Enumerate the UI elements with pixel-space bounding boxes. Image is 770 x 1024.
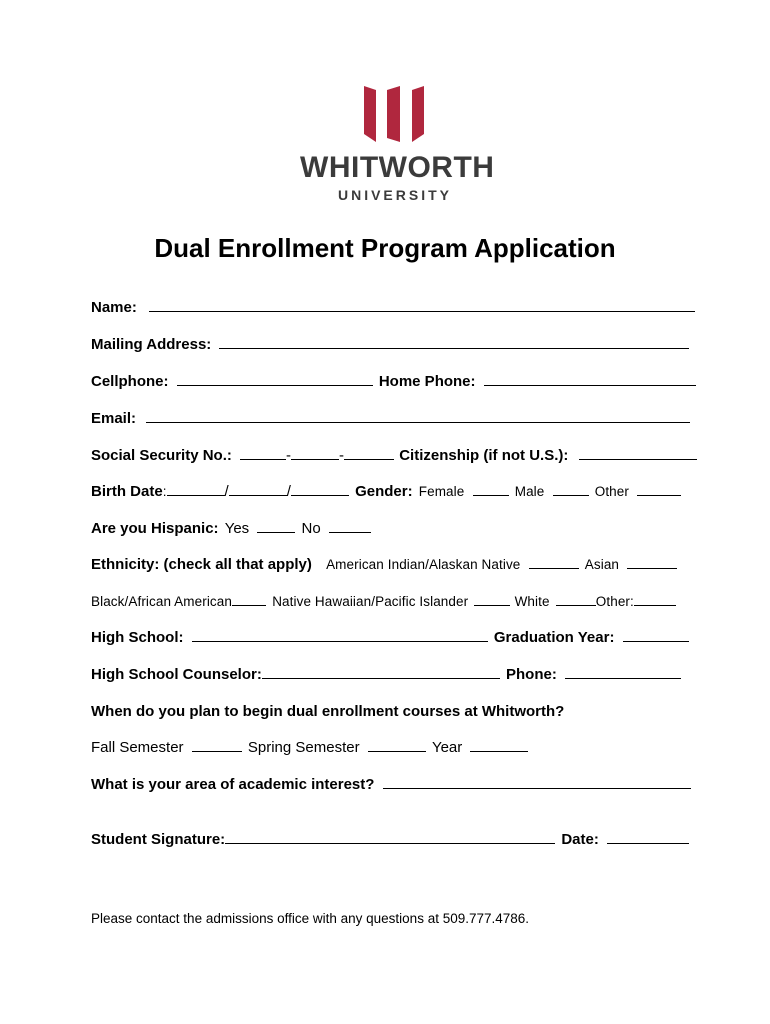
hispanic-yes-label: Yes: [224, 520, 250, 537]
cellphone-field[interactable]: [177, 371, 373, 386]
other-option-field[interactable]: [637, 481, 681, 496]
fall-semester-label: Fall Semester: [91, 739, 184, 756]
female-option-label: Female: [418, 484, 465, 499]
mailing-address-row: [91, 334, 689, 356]
birth-date-label: Birth Date: [91, 483, 163, 500]
home-phone-field[interactable]: [484, 371, 696, 386]
birth-year-field[interactable]: [291, 481, 349, 496]
when-begin-label: When do you plan to begin dual enrollment courses at Whitworth?: [91, 703, 565, 720]
logo-wordmark: WHITWORTH: [300, 151, 495, 184]
interest-label: What is your area of academic interest?: [91, 776, 375, 793]
ssn-part-1-field[interactable]: [240, 445, 286, 460]
ethnicity-row-2: [91, 591, 676, 613]
fall-semester-field[interactable]: [192, 737, 242, 752]
signature-field[interactable]: [225, 829, 555, 844]
other-option-label: Other: [594, 484, 629, 499]
ssn-dash: -: [286, 447, 292, 464]
male-option-label: Male: [514, 484, 545, 499]
other-ethnicity-field[interactable]: [634, 591, 676, 606]
asian-field[interactable]: [627, 554, 677, 569]
when-begin-row: [91, 701, 564, 723]
mailing-address-label: Mailing Address:: [91, 336, 212, 353]
whitworth-shield-icon: [362, 84, 428, 144]
high-school-field[interactable]: [192, 627, 488, 642]
phone-row: [91, 371, 696, 393]
ssn-dash: -: [339, 447, 345, 464]
hawaiian-field[interactable]: [474, 591, 510, 606]
date-label: Date:: [561, 831, 599, 848]
ssn-part-3-field[interactable]: [344, 445, 394, 460]
american-indian-field[interactable]: [529, 554, 579, 569]
page-title: Dual Enrollment Program Application: [154, 233, 616, 263]
ssn-part-2-field[interactable]: [291, 445, 339, 460]
whitworth-logo: [300, 84, 495, 204]
logo-subtitle: UNIVERSITY: [337, 187, 452, 203]
name-label: Name:: [91, 299, 137, 316]
year-label: Year: [431, 739, 463, 756]
interest-field[interactable]: [383, 774, 691, 789]
ethnicity-label: Ethnicity: (check all that apply): [91, 556, 312, 573]
interest-row: [91, 774, 691, 796]
semester-row: [91, 737, 528, 759]
email-label: Email:: [91, 410, 137, 427]
cellphone-label: Cellphone:: [91, 373, 169, 390]
black-label: Black/African American: [91, 594, 233, 609]
footer-contact-note: Please contact the admissions office with any questions at 509.777.4786.: [91, 911, 530, 926]
birth-month-field[interactable]: [167, 481, 225, 496]
counselor-phone-label: Phone:: [506, 666, 557, 683]
date-separator: /: [286, 483, 291, 500]
counselor-field[interactable]: [262, 664, 500, 679]
hispanic-label: Are you Hispanic:: [91, 520, 219, 537]
gender-label: Gender:: [355, 483, 413, 500]
ssn-row: [91, 445, 697, 467]
white-field[interactable]: [556, 591, 596, 606]
date-separator: /: [224, 483, 229, 500]
hispanic-no-field[interactable]: [329, 518, 371, 533]
counselor-phone-field[interactable]: [565, 664, 681, 679]
birth-day-field[interactable]: [229, 481, 287, 496]
name-row: [91, 297, 695, 319]
asian-label: Asian: [584, 557, 620, 572]
signature-label: Student Signature:: [91, 831, 226, 848]
birth-date-colon: :: [162, 484, 167, 499]
year-field[interactable]: [470, 737, 528, 752]
mailing-address-field[interactable]: [219, 334, 689, 349]
home-phone-label: Home Phone:: [378, 373, 476, 390]
female-option-field[interactable]: [473, 481, 509, 496]
graduation-year-label: Graduation Year:: [493, 629, 615, 646]
american-indian-label: American Indian/Alaskan Native: [326, 557, 521, 572]
email-row: [91, 408, 690, 430]
ssn-label: Social Security No.:: [91, 447, 232, 464]
high-school-label: High School:: [91, 629, 184, 646]
birth-gender-row: [91, 481, 681, 503]
ethnicity-row: [91, 554, 677, 576]
signature-row: [91, 829, 689, 851]
hispanic-row: [91, 518, 371, 540]
high-school-row: [91, 627, 689, 649]
counselor-row: [91, 664, 681, 686]
spring-semester-label: Spring Semester: [247, 739, 360, 756]
white-label: White: [514, 594, 550, 609]
black-field[interactable]: [232, 591, 266, 606]
graduation-year-field[interactable]: [623, 627, 689, 642]
hispanic-no-label: No: [301, 520, 321, 537]
citizenship-field[interactable]: [579, 445, 697, 460]
email-field[interactable]: [146, 408, 690, 423]
citizenship-label: Citizenship (if not U.S.):: [399, 447, 569, 464]
hispanic-yes-field[interactable]: [257, 518, 295, 533]
date-field[interactable]: [607, 829, 689, 844]
male-option-field[interactable]: [553, 481, 589, 496]
counselor-label: High School Counselor:: [91, 666, 262, 683]
hawaiian-label: Native Hawaiian/Pacific Islander: [272, 594, 469, 609]
name-field[interactable]: [149, 297, 695, 312]
spring-semester-field[interactable]: [368, 737, 426, 752]
other-ethnicity-label: Other:: [595, 594, 634, 609]
